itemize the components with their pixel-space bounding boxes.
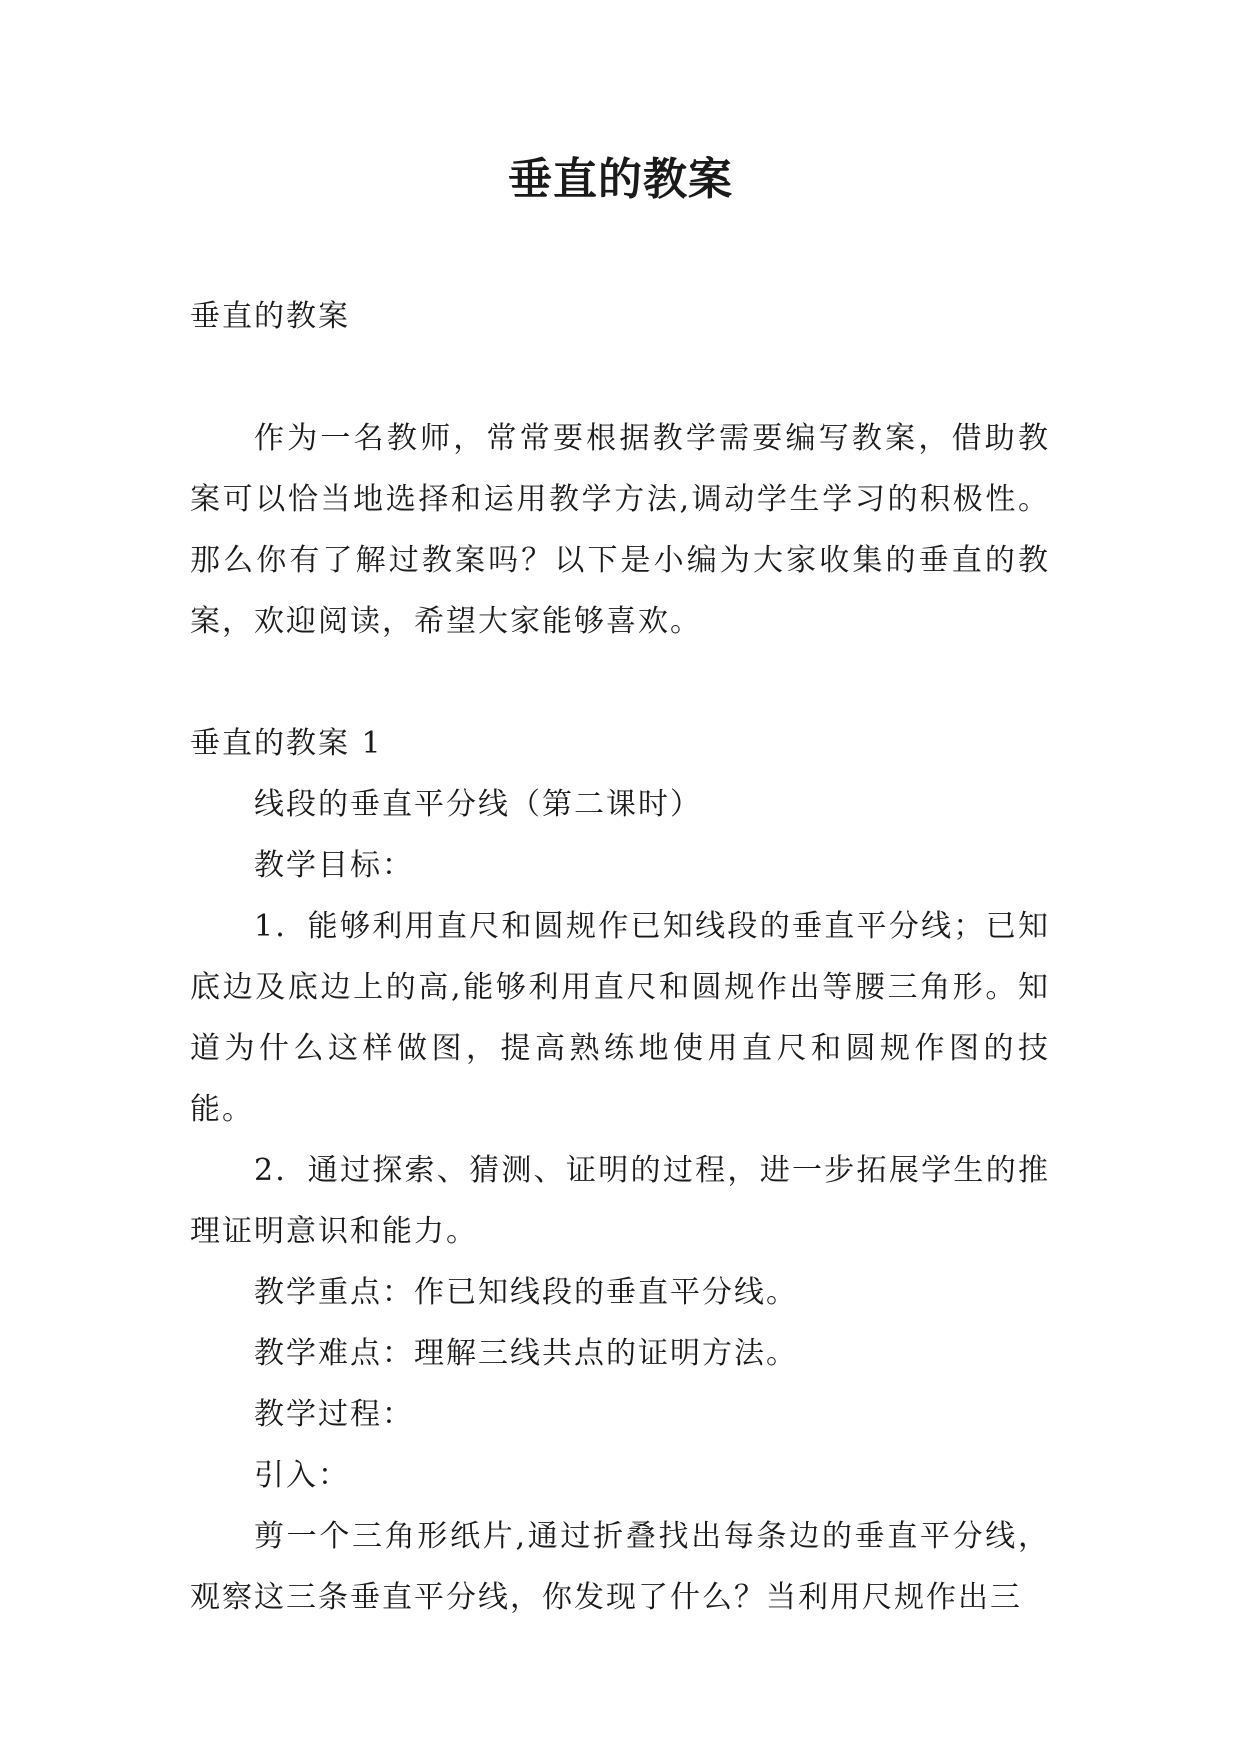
document-body (190, 286, 1050, 1628)
intro-label: 引入： (254, 1458, 350, 1493)
section-heading: 垂直的教案 1 (190, 726, 383, 761)
lesson-title: 线段的垂直平分线（第二课时） (254, 787, 702, 822)
activity-paragraph: 剪一个三角形纸片,通过折叠找出每条边的垂直平分线，观察这三条垂直平分线，你发现了什么？当利用尺规作出三 (190, 1519, 1050, 1615)
goal-1-paragraph: 1．能够利用直尺和圆规作已知线段的垂直平分线；已知底边及底边上的高,能够利用直尺和圆规作出等腰三角形。知道为什么这样做图，提高熟练地使用直尺和圆规作图的技能。 (190, 909, 1050, 1127)
goals-label: 教学目标： (254, 848, 414, 883)
key-point-paragraph: 教学重点：作已知线段的垂直平分线。 (254, 1275, 798, 1310)
document-title: 垂直的教案 (508, 154, 733, 205)
document-subtitle: 垂直的教案 (190, 299, 350, 334)
difficult-point-paragraph: 教学难点：理解三线共点的证明方法。 (254, 1336, 798, 1371)
intro-paragraph: 作为一名教师，常常要根据教学需要编写教案，借助教案可以恰当地选择和运用教学方法,调动学生学习的积极性。那么你有了解过教案吗？以下是小编为大家收集的垂直的教案，欢迎阅读，希望大家能够喜欢。 (190, 421, 1050, 639)
process-label: 教学过程： (254, 1397, 414, 1432)
goal-2-paragraph: 2．通过探索、猜测、证明的过程，进一步拓展学生的推理证明意识和能力。 (190, 1153, 1050, 1249)
